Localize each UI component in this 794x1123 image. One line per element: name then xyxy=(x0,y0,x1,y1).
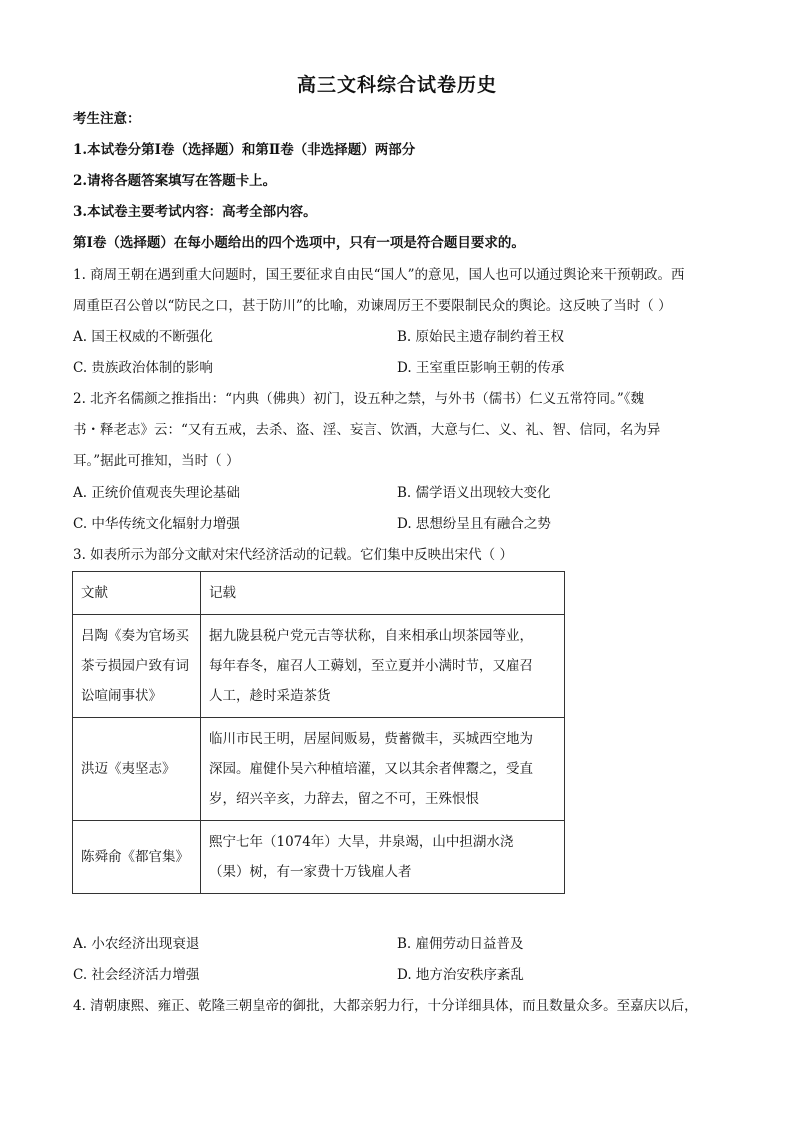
q1-option-c: C. 贵族政治体制的影响 xyxy=(73,360,213,376)
q2-option-c: C. 中华传统文化辐射力增强 xyxy=(73,516,240,532)
q1-stem-line-1: 1. 商周王朝在遇到重大问题时，国王要征求自由民“国人”的意见，国人也可以通过舆论来干预朝政。西 xyxy=(73,267,685,283)
q2-option-b: B. 儒学语义出现较大变化 xyxy=(397,485,551,501)
table-cell-source: 洪迈《夷坚志》 xyxy=(73,718,201,821)
q2-stem-line-2: 书・释老志》云：“又有五戒，去杀、盗、淫、妄言、饮酒，大意与仁、义、礼、智、信同，名为异 xyxy=(73,422,661,438)
q3-option-c: C. 社会经济活力增强 xyxy=(73,967,200,983)
q1-option-d: D. 王室重臣影响王朝的传承 xyxy=(397,360,565,376)
table-cell-record: 熙宁七年（1074年）大旱，井泉竭，山中担湖水浇 （果）树，有一家费十万钱雇人者 xyxy=(201,821,565,894)
table-header-record: 记载 xyxy=(201,572,565,615)
notice-item-1: 1.本试卷分第Ⅰ卷（选择题）和第Ⅱ卷（非选择题）两部分 xyxy=(73,142,416,158)
page-title: 高三文科综合试卷历史 xyxy=(296,74,497,96)
table-cell-source: 陈舜俞《都官集》 xyxy=(73,821,201,894)
table-row xyxy=(73,821,565,894)
table-cell-record: 据九陇县税户党元吉等状称，自来相承山坝茶园等业， 每年春冬，雇召人工薅划，至立夏并小满时节，又雇召 人工，趁时采造茶货 xyxy=(201,615,565,718)
q3-source-table xyxy=(72,571,565,894)
q4-stem-line-1: 4. 清朝康熙、雍正、乾隆三朝皇帝的御批，大都亲躬力行，十分详细具体，而且数量众多。至嘉庆以后， xyxy=(73,998,698,1014)
q3-option-b: B. 雇佣劳动日益普及 xyxy=(397,936,524,952)
table-header-row xyxy=(73,572,565,615)
q2-stem-line-1: 2. 北齐名儒颜之推指出：“内典（佛典）初门，设五种之禁，与外书（儒书）仁义五常符同。”《魏 xyxy=(73,391,644,407)
section-heading: 第Ⅰ卷（选择题）在每小题给出的四个选项中，只有一项是符合题目要求的。 xyxy=(73,235,525,251)
table-row xyxy=(73,718,565,821)
table-cell-source: 吕陶《奏为官场买 茶亏损园户致有词 讼喧闹事状》 xyxy=(73,615,201,718)
notice-heading: 考生注意： xyxy=(73,111,141,127)
table-cell-record: 临川市民王明，居屋间贩易，赀蓄微丰，买城西空地为 深园。雇健仆吴六种植培灌，又以其余者俾鬻之，受直 岁，绍兴辛亥，力辞去，留之不可，王殊恨恨 xyxy=(201,718,565,821)
q3-option-d: D. 地方治安秩序紊乱 xyxy=(397,967,524,983)
q3-option-a: A. 小农经济出现衰退 xyxy=(73,936,200,952)
q1-stem-line-2: 周重臣召公曾以“防民之口，甚于防川”的比喻，劝谏周厉王不要限制民众的舆论。这反映了当时（ ） xyxy=(73,298,672,314)
table-header-source: 文献 xyxy=(73,572,201,615)
q2-option-a: A. 正统价值观丧失理论基础 xyxy=(73,485,240,501)
q3-stem: 3. 如表所示为部分文献对宋代经济活动的记载。它们集中反映出宋代（ ） xyxy=(73,547,513,563)
notice-item-2: 2.请将各题答案填写在答题卡上。 xyxy=(73,173,277,189)
table-row xyxy=(73,615,565,718)
q2-option-d: D. 思想纷呈且有融合之势 xyxy=(397,516,551,532)
q1-option-b: B. 原始民主遗存制约着王权 xyxy=(397,329,565,345)
q2-stem-line-3: 耳。”据此可推知，当时（ ） xyxy=(73,453,240,469)
q1-option-a: A. 国王权威的不断强化 xyxy=(73,329,213,345)
notice-item-3: 3.本试卷主要考试内容：高考全部内容。 xyxy=(73,204,317,220)
